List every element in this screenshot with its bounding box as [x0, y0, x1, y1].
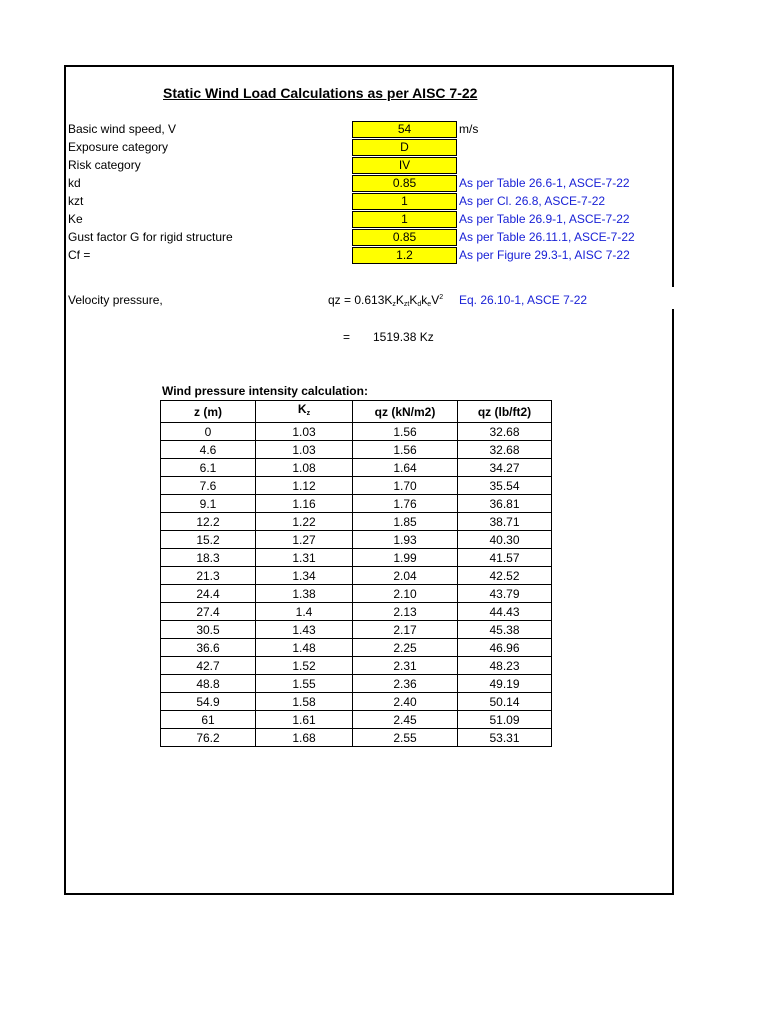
table-cell: 1.61: [256, 711, 353, 729]
table-row: [161, 441, 552, 459]
table-cell: 2.45: [353, 711, 458, 729]
table-cell: 2.17: [353, 621, 458, 639]
sheet-title: Static Wind Load Calculations as per AISC 7-22: [163, 85, 478, 101]
velocity-formula: [328, 293, 443, 308]
equals-sign: =: [343, 330, 351, 344]
table-cell: 32.68: [458, 423, 552, 441]
table-cell: 1.12: [256, 477, 353, 495]
table-cell: 2.25: [353, 639, 458, 657]
border-gap: [671, 287, 675, 309]
table-cell: 1.38: [256, 585, 353, 603]
table-cell: 1.56: [353, 423, 458, 441]
table-cell: 1.52: [256, 657, 353, 675]
table-row: [161, 657, 552, 675]
param-reference-note: As per Table 26.11.1, ASCE-7-22: [459, 230, 635, 244]
table-cell: 49.19: [458, 675, 552, 693]
table-cell: 1.56: [353, 441, 458, 459]
table-row: [161, 423, 552, 441]
table-cell: 2.04: [353, 567, 458, 585]
table-row: [161, 639, 552, 657]
table-cell: 46.96: [458, 639, 552, 657]
formula-part: 2: [439, 294, 444, 301]
table-cell: 40.30: [458, 531, 552, 549]
table-row: [161, 621, 552, 639]
table-cell: 1.58: [256, 693, 353, 711]
param-label: Ke: [68, 212, 83, 226]
header-qz-kn: qz (kN/m2): [353, 401, 458, 423]
table-cell: 2.40: [353, 693, 458, 711]
table-cell: 24.4: [161, 585, 256, 603]
header-kz-base: K: [297, 402, 307, 416]
param-value-cell[interactable]: 1: [352, 211, 457, 228]
table-cell: 6.1: [161, 459, 256, 477]
table-row: [161, 549, 552, 567]
table-cell: 1.16: [256, 495, 353, 513]
formula-part: K: [395, 293, 404, 307]
param-value-cell[interactable]: 54: [352, 121, 457, 138]
table-cell: 9.1: [161, 495, 256, 513]
velocity-label: Velocity pressure,: [68, 293, 163, 307]
table-cell: 2.31: [353, 657, 458, 675]
table-cell: 21.3: [161, 567, 256, 585]
table-cell: 34.27: [458, 459, 552, 477]
table-row: [161, 513, 552, 531]
table-row: [161, 675, 552, 693]
param-label: Gust factor G for rigid structure: [68, 230, 233, 244]
table-cell: 36.6: [161, 639, 256, 657]
param-value-cell[interactable]: 0.85: [352, 229, 457, 246]
param-label: Basic wind speed, V: [68, 122, 177, 136]
table-cell: 1.08: [256, 459, 353, 477]
table-cell: 1.43: [256, 621, 353, 639]
table-cell: 18.3: [161, 549, 256, 567]
table-cell: 76.2: [161, 729, 256, 747]
table-cell: 50.14: [458, 693, 552, 711]
table-row: [161, 459, 552, 477]
table-row: [161, 477, 552, 495]
table-cell: 2.55: [353, 729, 458, 747]
table-cell: 38.71: [458, 513, 552, 531]
calculation-sheet: [64, 65, 674, 895]
table-row: [161, 729, 552, 747]
table-cell: 2.13: [353, 603, 458, 621]
header-z: z (m): [161, 401, 256, 423]
table-cell: 4.6: [161, 441, 256, 459]
param-value-cell[interactable]: IV: [352, 157, 457, 174]
formula-part: K: [409, 293, 418, 307]
wind-pressure-table: [160, 400, 552, 747]
table-cell: 43.79: [458, 585, 552, 603]
table-cell: 51.09: [458, 711, 552, 729]
table-cell: 1.85: [353, 513, 458, 531]
table-cell: 61: [161, 711, 256, 729]
formula-part: d: [417, 301, 422, 308]
param-label: kzt: [68, 194, 84, 208]
table-cell: 1.55: [256, 675, 353, 693]
formula-part: k: [421, 293, 428, 307]
table-row: [161, 567, 552, 585]
param-value-cell[interactable]: 1: [352, 193, 457, 210]
param-label: Exposure category: [68, 140, 169, 154]
table-cell: 42.52: [458, 567, 552, 585]
table-cell: 12.2: [161, 513, 256, 531]
table-cell: 0: [161, 423, 256, 441]
table-cell: 44.43: [458, 603, 552, 621]
header-kz: [256, 401, 353, 423]
table-cell: 7.6: [161, 477, 256, 495]
param-reference-note: As per Table 26.6-1, ASCE-7-22: [459, 176, 630, 190]
table-cell: 1.34: [256, 567, 353, 585]
param-unit: m/s: [459, 122, 479, 136]
table-row: [161, 495, 552, 513]
table-cell: 53.31: [458, 729, 552, 747]
table-cell: 1.70: [353, 477, 458, 495]
table-cell: 1.31: [256, 549, 353, 567]
table-cell: 1.48: [256, 639, 353, 657]
table-cell: 54.9: [161, 693, 256, 711]
table-cell: 27.4: [161, 603, 256, 621]
table-cell: 15.2: [161, 531, 256, 549]
formula-prefix: qz = 0.613K: [328, 293, 393, 307]
param-reference-note: As per Table 26.9-1, ASCE-7-22: [459, 212, 630, 226]
param-value-cell[interactable]: 1.2: [352, 247, 457, 264]
table-cell: 1.99: [353, 549, 458, 567]
table-cell: 30.5: [161, 621, 256, 639]
table-cell: 45.38: [458, 621, 552, 639]
table-cell: 1.76: [353, 495, 458, 513]
table-cell: 1.93: [353, 531, 458, 549]
table-cell: 48.8: [161, 675, 256, 693]
formula-part: zt: [403, 301, 410, 308]
table-cell: 48.23: [458, 657, 552, 675]
table-cell: 2.36: [353, 675, 458, 693]
table-cell: 1.64: [353, 459, 458, 477]
table-cell: 41.57: [458, 549, 552, 567]
param-value-cell[interactable]: 0.85: [352, 175, 457, 192]
param-label: kd: [68, 176, 81, 190]
table-row: [161, 603, 552, 621]
equation-reference: Eq. 26.10-1, ASCE 7-22: [459, 293, 588, 307]
table-cell: 42.7: [161, 657, 256, 675]
param-label: Risk category: [68, 158, 141, 172]
table-cell: 1.68: [256, 729, 353, 747]
table-cell: 32.68: [458, 441, 552, 459]
table-cell: 1.27: [256, 531, 353, 549]
table-cell: 1.4: [256, 603, 353, 621]
table-row: [161, 693, 552, 711]
velocity-result: 1519.38 Kz: [373, 330, 434, 344]
table-cell: 35.54: [458, 477, 552, 495]
header-qz-lb: qz (lb/ft2): [458, 401, 552, 423]
param-reference-note: As per Cl. 26.8, ASCE-7-22: [459, 194, 606, 208]
formula-part: V: [431, 293, 440, 307]
param-value-cell[interactable]: D: [352, 139, 457, 156]
table-cell: 1.22: [256, 513, 353, 531]
table-caption: Wind pressure intensity calculation:: [162, 384, 368, 398]
table-cell: 2.10: [353, 585, 458, 603]
header-kz-sub: z: [306, 410, 311, 417]
table-row: [161, 531, 552, 549]
table-cell: 1.03: [256, 441, 353, 459]
formula-part: e: [427, 301, 432, 308]
param-label: Cf =: [68, 248, 91, 262]
table-cell: 36.81: [458, 495, 552, 513]
param-reference-note: As per Figure 29.3-1, AISC 7-22: [459, 248, 630, 262]
formula-part: z: [392, 301, 396, 308]
table-row: [161, 711, 552, 729]
table-header-row: [161, 401, 552, 423]
table-row: [161, 585, 552, 603]
table-cell: 1.03: [256, 423, 353, 441]
